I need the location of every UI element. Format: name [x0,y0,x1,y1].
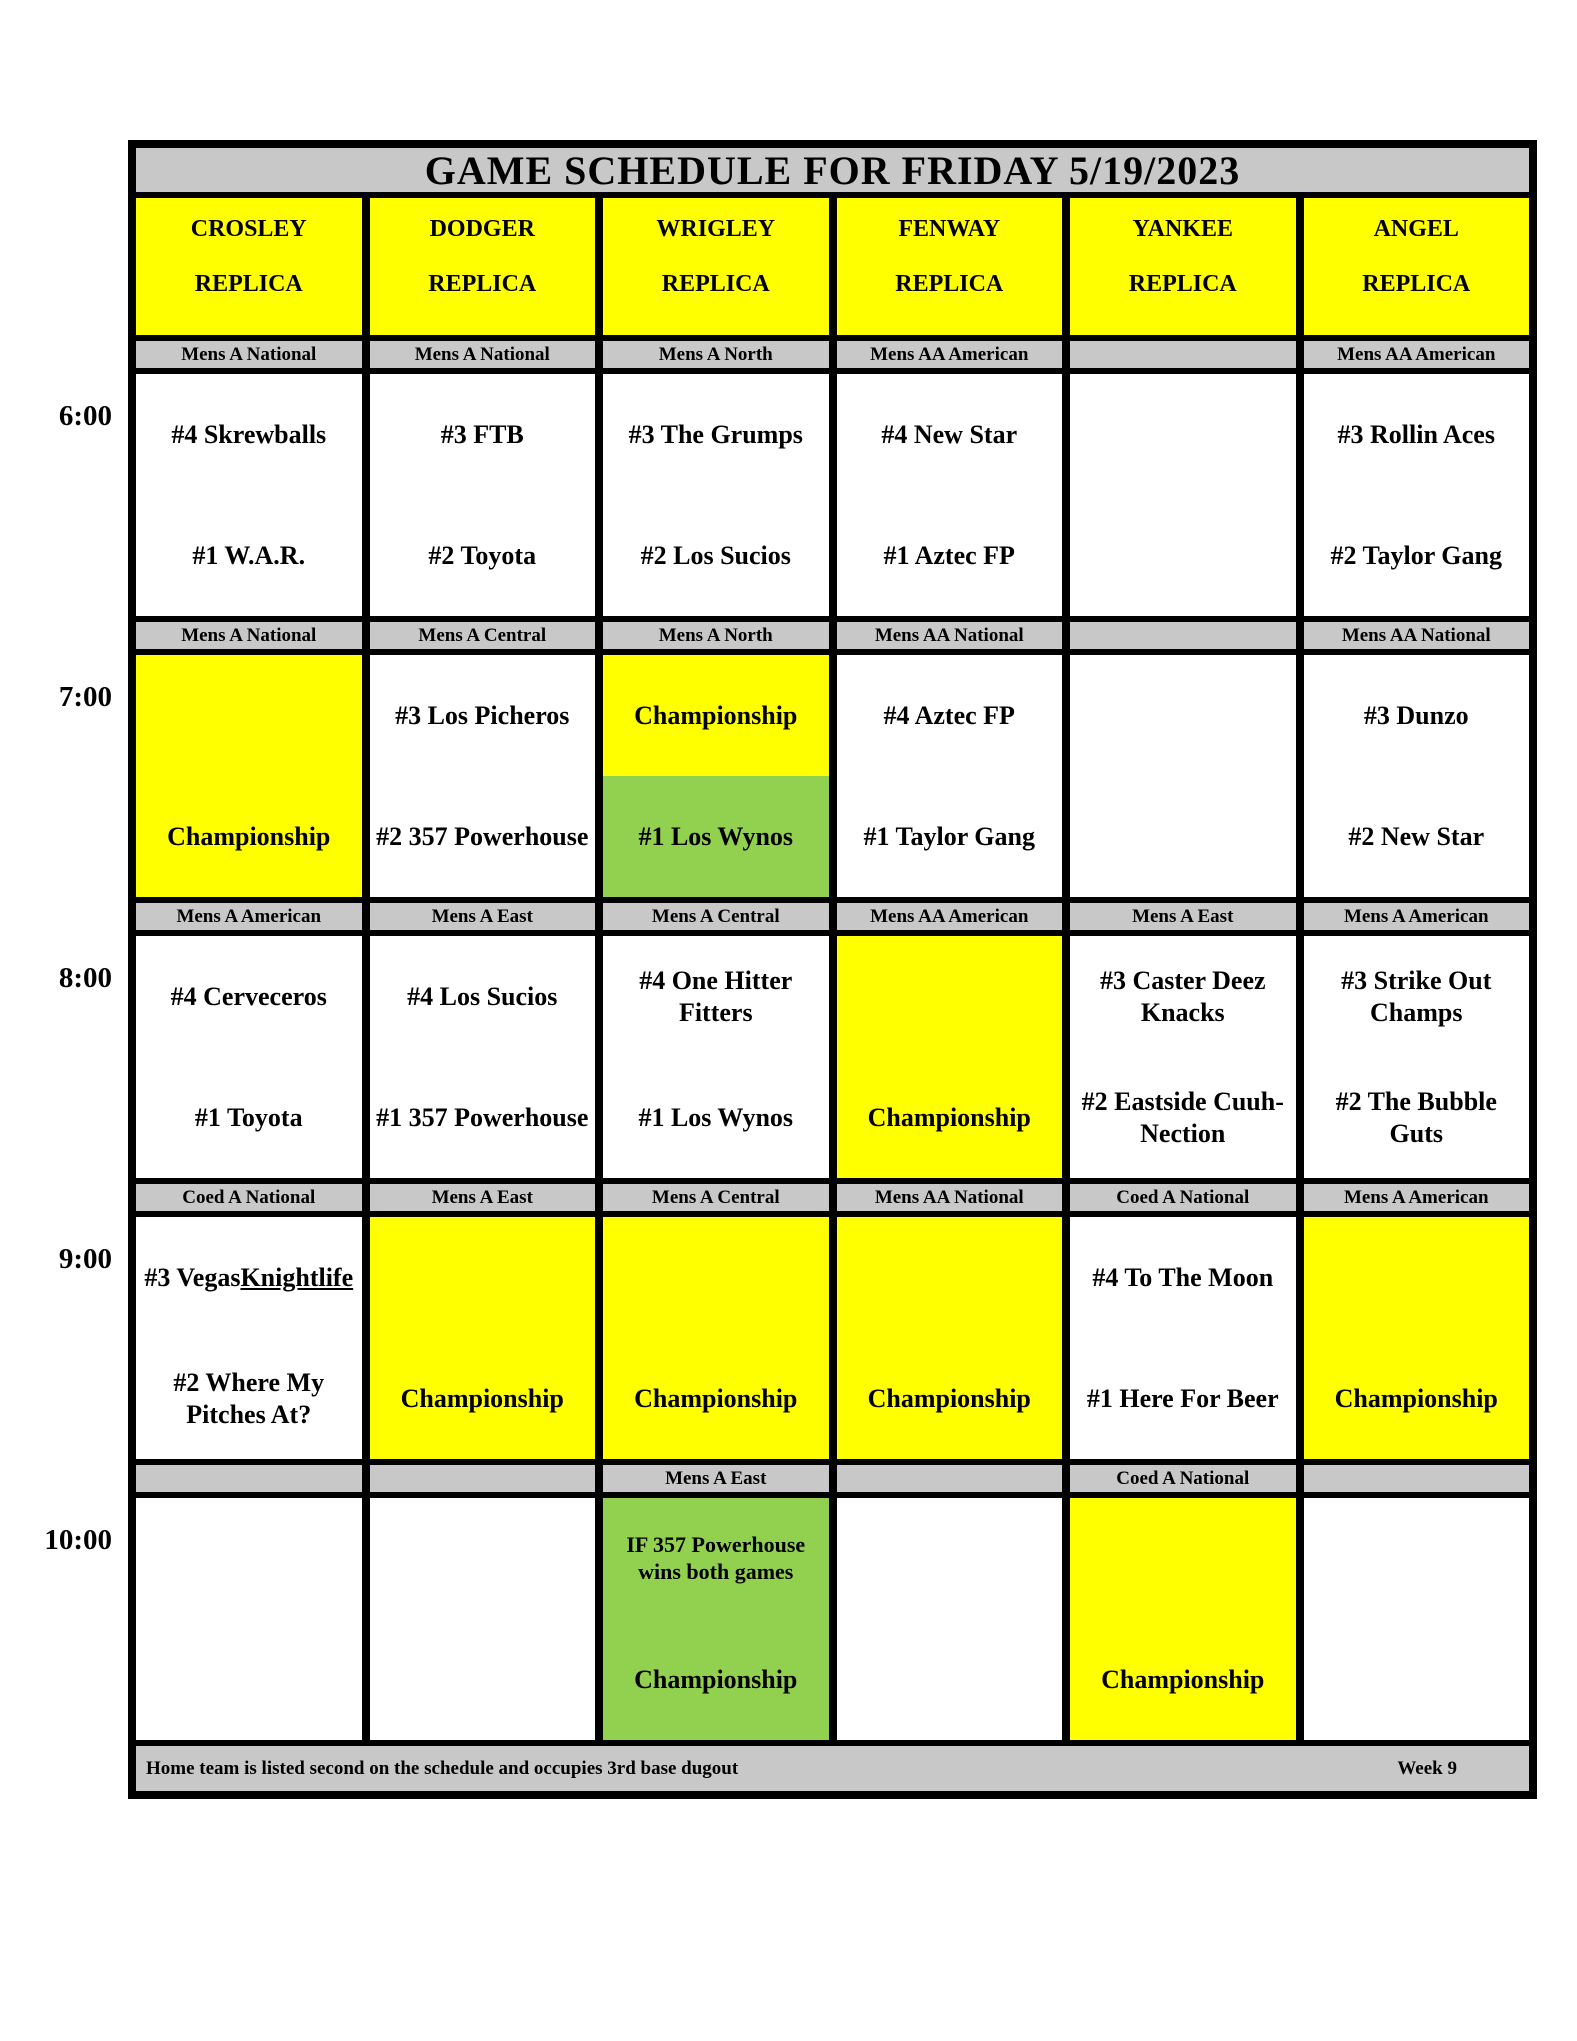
away-team [837,1217,1063,1338]
game-row-9:00 [58,1217,1529,1465]
field-header-dodger [362,198,596,335]
field-name: YANKEE [1132,216,1233,242]
away-team [1070,1498,1296,1619]
division-band-wrigley: Mens A North [595,341,829,368]
division-band-dodger: Mens A Central [362,622,596,649]
game-cell-fenway-6:00 [829,374,1063,616]
division-band-yankee [1062,341,1296,368]
game-cell-fenway-9:00 [829,1217,1063,1459]
division-band-crosley: Mens A American [136,903,362,930]
away-team: #4 Cerveceros [136,936,362,1057]
field-header-fenway [829,198,1063,335]
away-team: IF 357 Powerhouse wins both games [603,1498,829,1619]
game-row-7:00 [58,655,1529,903]
game-cell-yankee-8:00 [1062,936,1296,1178]
home-team: #2 357 Powerhouse [370,776,596,897]
division-band-yankee: Mens A East [1062,903,1296,930]
away-team: #4 Los Sucios [370,936,596,1057]
home-team: #1 Taylor Gang [837,776,1063,897]
field-header-row [136,198,1529,341]
game-cell-dodger-7:00 [362,655,596,897]
division-row-8:00 [136,903,1529,936]
game-cell-yankee-7:00 [1062,655,1296,897]
game-cell-angel-9:00 [1296,1217,1530,1459]
schedule-table [44,140,1537,1799]
field-name: CROSLEY [190,216,307,242]
game-cell-crosley-9:00 [136,1217,362,1459]
game-cell-crosley-6:00 [136,374,362,616]
field-name: WRIGLEY [656,216,776,242]
division-band-yankee: Coed A National [1062,1184,1296,1211]
field-suffix: REPLICA [428,271,537,297]
away-team: #4 Skrewballs [136,374,362,495]
division-band-dodger [362,1465,596,1492]
away-team [1070,374,1296,495]
game-cell-angel-10:00 [1296,1498,1530,1740]
home-team: #2 New Star [1304,776,1530,897]
home-team: Championship [837,1338,1063,1459]
division-band-fenway: Mens AA American [829,341,1063,368]
away-team [370,1217,596,1338]
home-team [370,1619,596,1740]
home-team [837,1619,1063,1740]
time-label-6:00: 6:00 [58,400,112,432]
field-suffix: REPLICA [661,271,770,297]
time-label-9:00: 9:00 [58,1243,112,1275]
home-team: Championship [603,1619,829,1740]
away-team [837,936,1063,1057]
field-header-yankee [1062,198,1296,335]
home-team [1070,776,1296,897]
away-team: #3 FTB [370,374,596,495]
division-band-angel: Mens A American [1296,1184,1530,1211]
division-row-9:00 [136,1184,1529,1217]
game-cell-dodger-9:00 [362,1217,596,1459]
division-band-wrigley: Mens A Central [595,903,829,930]
field-name: ANGEL [1373,216,1459,242]
game-row-6:00 [58,374,1529,622]
field-suffix: REPLICA [194,271,303,297]
home-team: Championship [603,1338,829,1459]
division-band-crosley: Mens A National [136,622,362,649]
away-team [136,655,362,776]
division-band-yankee [1062,622,1296,649]
home-team: Championship [1304,1338,1530,1459]
home-team: #1 Here For Beer [1070,1338,1296,1459]
away-team: #4 To The Moon [1070,1217,1296,1338]
home-team: #2 The Bubble Guts [1304,1057,1530,1178]
division-band-yankee: Coed A National [1062,1465,1296,1492]
schedule-title: GAME SCHEDULE FOR FRIDAY 5/19/2023 [136,148,1529,198]
home-team [136,1619,362,1740]
home-team: #1 357 Powerhouse [370,1057,596,1178]
game-cell-fenway-10:00 [829,1498,1063,1740]
game-cell-dodger-10:00 [362,1498,596,1740]
game-cell-angel-7:00 [1296,655,1530,897]
division-band-wrigley: Mens A North [595,622,829,649]
away-team: #4 One Hitter Fitters [603,936,829,1057]
game-cell-yankee-6:00 [1062,374,1296,616]
away-team: #3 The Grumps [603,374,829,495]
away-team: #3 Strike Out Champs [1304,936,1530,1057]
home-team: #1 Los Wynos [603,1057,829,1178]
field-suffix: REPLICA [1362,271,1471,297]
away-team [1070,655,1296,776]
home-team: #2 Where My Pitches At? [136,1338,362,1459]
field-header-wrigley [595,198,829,335]
home-team: #2 Los Sucios [603,495,829,616]
away-team [136,1498,362,1619]
division-band-fenway: Mens AA National [829,622,1063,649]
home-team: #2 Toyota [370,495,596,616]
division-band-dodger: Mens A East [362,903,596,930]
field-name: FENWAY [898,216,1001,242]
away-team: #3 Rollin Aces [1304,374,1530,495]
away-team: #4 Aztec FP [837,655,1063,776]
field-suffix: REPLICA [1128,271,1237,297]
division-row-10:00 [136,1465,1529,1498]
game-row-10:00 [44,1498,1529,1746]
field-suffix: REPLICA [895,271,1004,297]
division-band-fenway [829,1465,1063,1492]
game-cell-crosley-10:00 [136,1498,362,1740]
away-team [1304,1217,1530,1338]
away-team: #4 New Star [837,374,1063,495]
home-team: Championship [837,1057,1063,1178]
time-label-7:00: 7:00 [58,681,112,713]
home-team: #1 Los Wynos [603,776,829,897]
away-team: #3 Los Picheros [370,655,596,776]
footer-bar [136,1746,1529,1791]
game-cell-yankee-10:00 [1062,1498,1296,1740]
time-label-8:00: 8:00 [58,962,112,994]
game-cell-wrigley-9:00 [595,1217,829,1459]
home-team: #2 Taylor Gang [1304,495,1530,616]
field-name: DODGER [429,216,535,242]
away-team [1304,1498,1530,1619]
game-cell-angel-8:00 [1296,936,1530,1178]
footer-note: Home team is listed second on the schedule and occupies 3rd base dugout [146,1757,739,1779]
week-label: Week 9 [1397,1757,1457,1779]
game-cell-crosley-7:00 [136,655,362,897]
division-band-wrigley: Mens A Central [595,1184,829,1211]
division-band-crosley [136,1465,362,1492]
away-team: Championship [603,655,829,776]
division-band-angel: Mens A American [1296,903,1530,930]
game-cell-yankee-9:00 [1062,1217,1296,1459]
division-band-fenway: Mens AA National [829,1184,1063,1211]
away-team [603,1217,829,1338]
home-team [1070,495,1296,616]
home-team: #1 Aztec FP [837,495,1063,616]
home-team: Championship [1070,1619,1296,1740]
home-team: #2 Eastside Cuuh-Nection [1070,1057,1296,1178]
game-cell-dodger-6:00 [362,374,596,616]
game-row-8:00 [58,936,1529,1184]
away-team [370,1498,596,1619]
division-band-angel [1296,1465,1530,1492]
game-cell-fenway-8:00 [829,936,1063,1178]
home-team: #1 Toyota [136,1057,362,1178]
home-team: Championship [370,1338,596,1459]
game-cell-wrigley-6:00 [595,374,829,616]
division-band-fenway: Mens AA American [829,903,1063,930]
away-team [837,1498,1063,1619]
home-team: Championship [136,776,362,897]
division-row-7:00 [136,622,1529,655]
division-band-wrigley: Mens A East [595,1465,829,1492]
home-team: #1 W.A.R. [136,495,362,616]
division-band-crosley: Coed A National [136,1184,362,1211]
away-team: #3 Caster Deez Knacks [1070,936,1296,1057]
game-cell-fenway-7:00 [829,655,1063,897]
division-row-6:00 [136,341,1529,374]
field-header-crosley [136,198,362,335]
game-cell-wrigley-10:00 [595,1498,829,1740]
division-band-dodger: Mens A National [362,341,596,368]
division-band-dodger: Mens A East [362,1184,596,1211]
game-cell-wrigley-7:00 [595,655,829,897]
game-cell-angel-6:00 [1296,374,1530,616]
division-band-angel: Mens AA National [1296,622,1530,649]
division-band-crosley: Mens A National [136,341,362,368]
game-cell-wrigley-8:00 [595,936,829,1178]
home-team [1304,1619,1530,1740]
game-cell-crosley-8:00 [136,936,362,1178]
time-label-10:00: 10:00 [44,1524,112,1556]
away-team: #3 Vegas Knightlife [136,1217,362,1338]
away-team: #3 Dunzo [1304,655,1530,776]
division-band-angel: Mens AA American [1296,341,1530,368]
game-cell-dodger-8:00 [362,936,596,1178]
field-header-angel [1296,198,1530,335]
